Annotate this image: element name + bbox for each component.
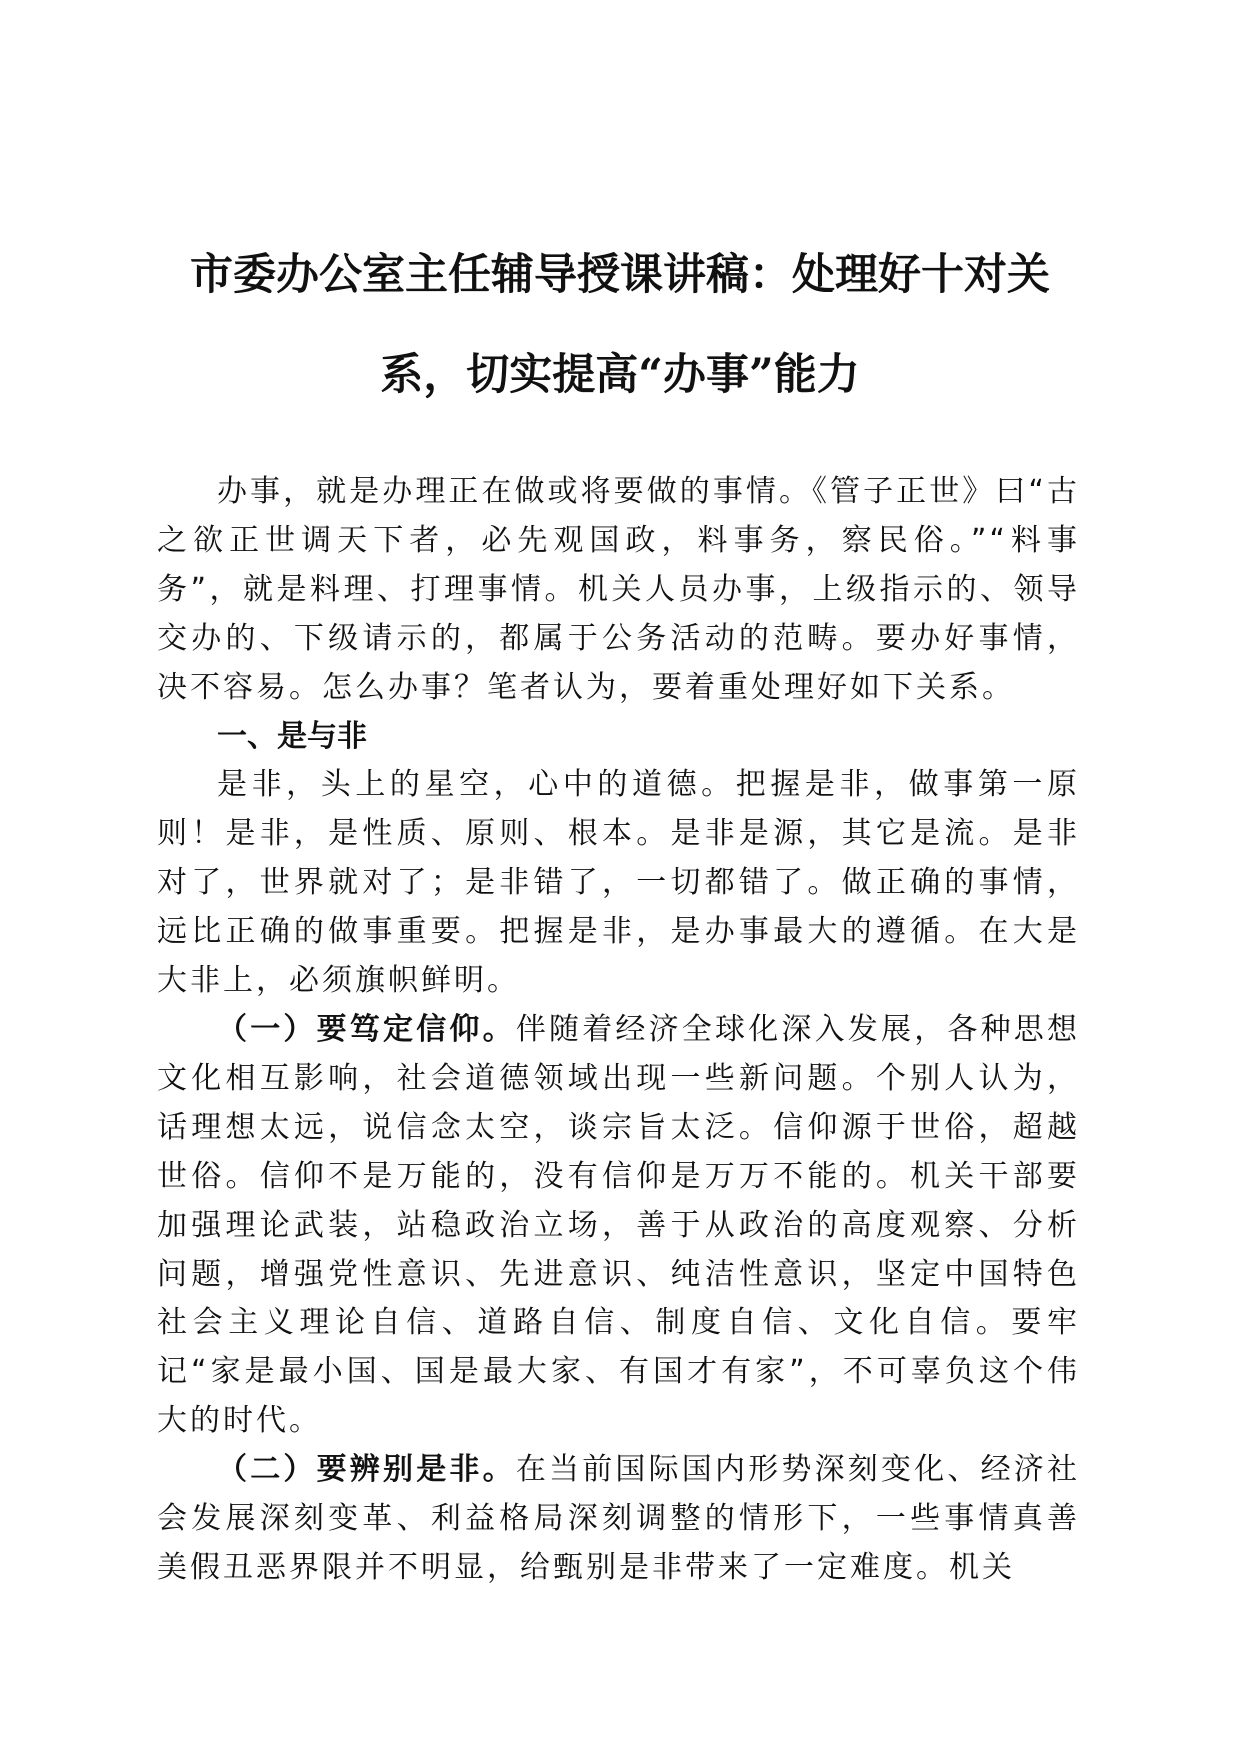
subsection-2-lead: （二）要辨别是非。 <box>217 1452 516 1488</box>
document-body <box>157 468 1080 1593</box>
document-title <box>150 225 1090 425</box>
section-heading-1: 一、是与非 <box>217 718 367 754</box>
subsection-1-paragraph <box>157 1006 1080 1446</box>
subsection-1-lead: （一）要笃定信仰。 <box>217 1011 516 1047</box>
subsection-1-text: 伴随着经济全球化深入发展，各种思想文化相互影响，社会道德领域出现一些新问题。个别人认为，话理想太远，说信念太空，谈宗旨太泛。信仰源于世俗，超越世俗。信仰不是万能的，没有信仰是万万不能的。机关干部要加强理论武装，站稳政治立场，善于从政治的高度观察、分析问题，增强党性意识、先进意识、纯洁性意识，坚定中国特色社会主义理论自信、道路自信、制度自信、文化自信。要牢记“家是最小国、国是最大家、有国才有家”，不可辜负这个伟大的时代。 <box>157 1011 1081 1439</box>
subsection-2-text: 在当前国际国内形势深刻变化、经济社会发展深刻变革、利益格局深刻调整的情形下，一些事情真善美假丑恶界限并不明显，给甄别是非带来了一定难度。机关 <box>157 1452 1081 1585</box>
intro-paragraph: 办事，就是办理正在做或将要做的事情。《管子正世》曰“古之欲正世调天下者，必先观国政，料事务，察民俗。”“料事务”，就是料理、打理事情。机关人员办事，上级指示的、领导交办的、下级请示的，都属于公务活动的范畴。要办好事情，决不容易。怎么办事？笔者认为，要着重处理好如下关系。 <box>157 474 1080 705</box>
subsection-2-paragraph <box>157 1446 1080 1593</box>
title-line-2: 系，切实提高“办事”能力 <box>380 350 860 400</box>
section-1-paragraph: 是非，头上的星空，心中的道德。把握是非，做事第一原则！是非，是性质、原则、根本。是非是源，其它是流。是非对了，世界就对了；是非错了，一切都错了。做正确的事情，远比正确的做事重要。把握是非，是办事最大的遵循。在大是大非上，必须旗帜鲜明。 <box>157 767 1080 999</box>
title-line-1: 市委办公室主任辅导授课讲稿：处理好十对关 <box>190 250 1050 300</box>
